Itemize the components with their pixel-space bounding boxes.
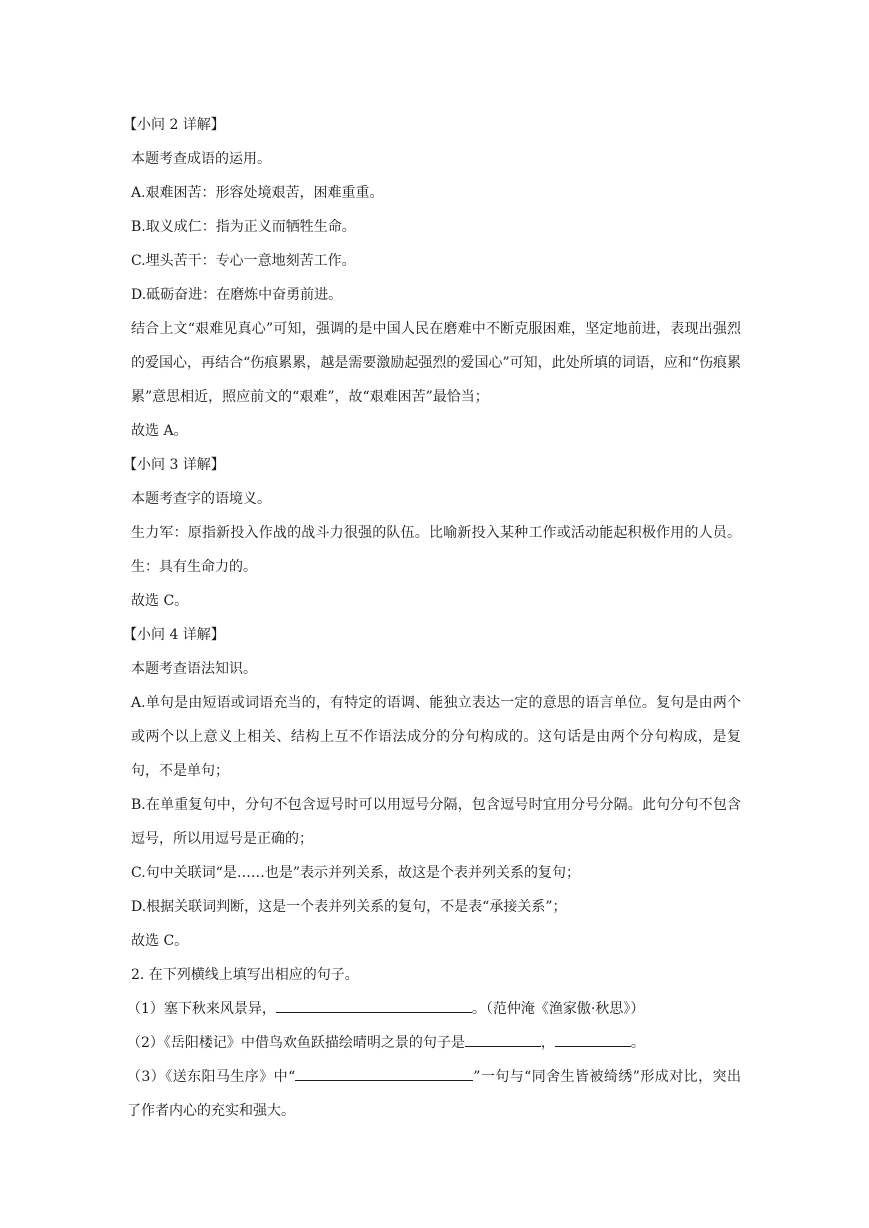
item2-suffix: 。 [630, 1035, 645, 1051]
q4-intro: 本题考查语法知识。 [131, 661, 257, 677]
q2-option-a: A.艰难困苦：形容处境艰苦，困难重重。 [131, 185, 384, 201]
question2-title: 2. 在下列横线上填写出相应的句子。 [131, 967, 359, 983]
item3-answer-blank[interactable] [295, 1066, 473, 1081]
item3-suffix: ”一句与“同舍生皆被绮绣”形成对比，突出了作者内心的充实和强大。 [127, 1069, 741, 1119]
q2-intro: 本题考查成语的运用。 [131, 151, 271, 167]
item2-answer-blank-1[interactable] [465, 1032, 541, 1047]
q3-answer: 故选 C。 [131, 593, 189, 609]
q4-option-c: C.句中关联词“是……也是”表示并列关系，故这是个表并列关系的复句； [131, 865, 580, 881]
document-page [123, 108, 741, 1128]
q4-answer: 故选 C。 [131, 933, 189, 949]
q4-heading: 【小问 4 详解】 [123, 627, 225, 643]
q4-option-d: D.根据关联词判断，这是一个表并列关系的复句，不是表“承接关系”； [131, 899, 567, 915]
q3-heading: 【小问 3 详解】 [123, 457, 225, 473]
q3-intro: 本题考查字的语境义。 [131, 491, 271, 507]
item1-suffix: 。（范仲淹《渔家傲·秋思》） [471, 1001, 645, 1017]
question2-item3 [127, 1060, 741, 1128]
item2-middle: ， [540, 1035, 555, 1051]
q2-analysis: 结合上文“艰难见真心”可知，强调的是中国人民在磨难中不断克服困难，坚定地前进，表现出强烈的爱国心，再结合“伤痕累累，越是需要激励起强烈的爱国心”可知，此处所填的词语，应和“伤痕累累”意思相近，照应前文的“艰难”，故“艰难困苦”最恰当； [131, 321, 741, 405]
question2-item1 [127, 992, 741, 1026]
item2-prefix: （2）《岳阳楼记》中借鸟欢鱼跃描绘晴明之景的句子是 [127, 1035, 465, 1051]
q2-option-b: B.取义成仁：指为正义而牺牲生命。 [131, 219, 356, 235]
q3-analysis: 生力军：原指新投入作战的战斗力很强的队伍。比喻新投入某种工作或活动能起积极作用的人员。生：具有生命力的。 [131, 525, 741, 575]
item2-answer-blank-2[interactable] [555, 1032, 631, 1047]
question2-item2 [127, 1026, 741, 1060]
q2-option-d: D.砥砺奋进：在磨炼中奋勇前进。 [131, 287, 343, 303]
q2-option-c: C.埋头苦干：专心一意地刻苦工作。 [131, 253, 356, 269]
q2-heading: 【小问 2 详解】 [123, 117, 225, 133]
item3-prefix: （3）《送东阳马生序》中“ [127, 1069, 296, 1085]
item1-prefix: （1）塞下秋来风景异， [127, 1001, 276, 1017]
item1-answer-blank[interactable] [276, 998, 472, 1013]
q4-option-a: A.单句是由短语或词语充当的，有特定的语调、能独立表达一定的意思的语言单位。复句是由两个或两个以上意义上相关、结构上互不作语法成分的分句构成的。这句话是由两个分句构成，是复句，不是单句； [131, 695, 741, 779]
q2-answer: 故选 A。 [131, 423, 188, 439]
q4-option-b: B.在单重复句中，分句不包含逗号时可以用逗号分隔，包含逗号时宜用分号分隔。此句分句不包含逗号，所以用逗号是正确的； [131, 797, 741, 847]
